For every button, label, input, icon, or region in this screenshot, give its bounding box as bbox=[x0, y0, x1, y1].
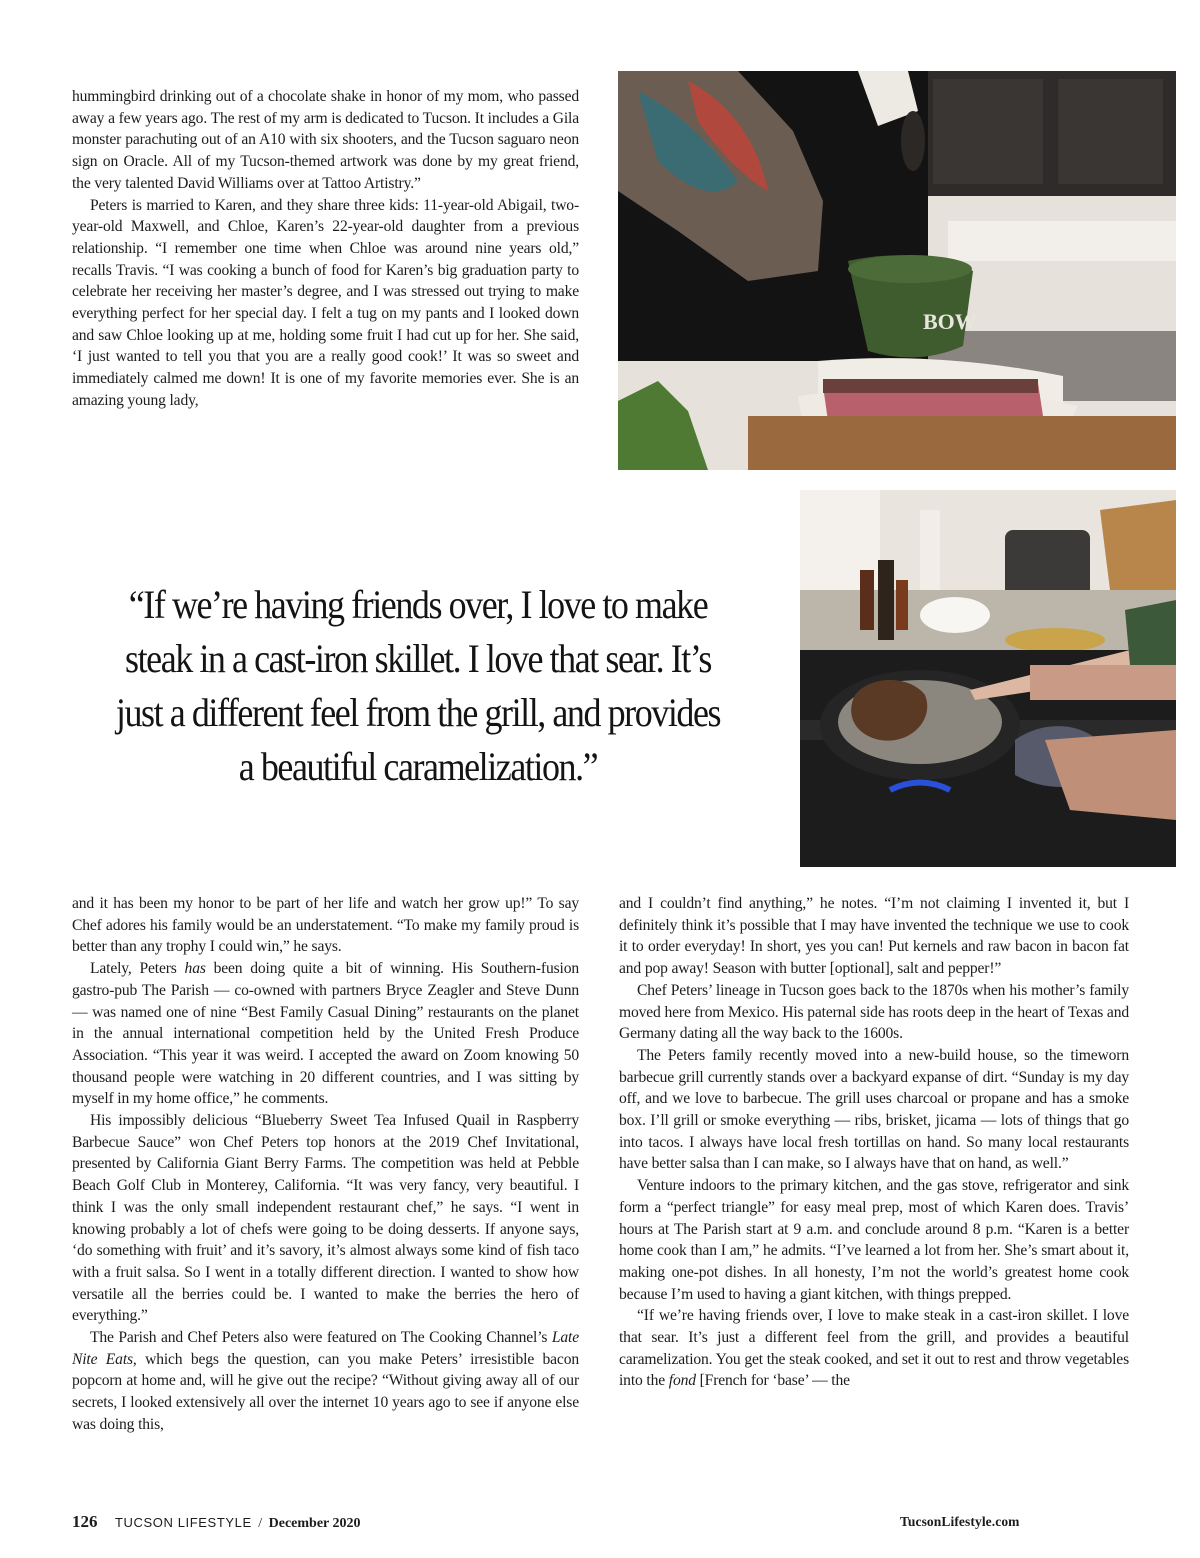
issue-date: December 2020 bbox=[268, 1516, 361, 1531]
article-paragraph: Lately, Peters has been doing quite a bit of winning. His Southern-fusion gastro-pub The Parish — co-owned with partners Bryce Zeagler and Steve Dunn — was named one of nine “Best Family Casual Dining” restaurants on the planet in the annual international competition held by the United Fresh Produce Association. “This year it was weird. I accepted the award on Zoom knowing 50 thousand people were watching in 20 different countries, and I was sitting by myself in my home office,” he comments. bbox=[72, 960, 579, 1108]
article-paragraph: and I couldn’t find anything,” he notes. “I’m not claiming I invented it, but I definitely think it’s possible that I may have invented the technique we use to cook it to order everyday! In short, yes you can! Put kernels and raw bacon in bacon fat and pop away! Season with butter [optional], salt and pepper!” bbox=[619, 895, 1129, 978]
page-footer bbox=[72, 1512, 361, 1532]
bowl-label: BOW bbox=[923, 309, 977, 334]
article-paragraph: Chef Peters’ lineage in Tucson goes back to the 1870s when his mother’s family moved here from Mexico. His paternal side has roots deep in the heart of Texas and Germany dating all the way back to the 1600s. bbox=[619, 981, 1129, 1043]
photo-cast-iron-skillet bbox=[800, 490, 1176, 867]
article-column-bottom-right bbox=[619, 893, 1129, 1392]
article-column-top bbox=[72, 86, 579, 412]
article-paragraph: “If we’re having friends over, I love to make steak in a cast-iron skillet. I love that sear. It’s just a different feel from the grill, and provides a beautiful caramelization. You get the steak cooked, and set it out to rest and throw vegetables into the fond [French for ‘base’ — the bbox=[619, 1307, 1129, 1390]
article-paragraph: Venture indoors to the primary kitchen, and the gas stove, refrigerator and sink form a “perfect triangle” for easy meal prep, most of which Karen does. Travis’ hours at The Parish start at 9 a.m. and conclude around 8 p.m. “Karen is a better home cook than I am,” he admits. “I’ve learned a lot from her. She’s smart about it, making one-pot dishes. In all honesty, I’m not the world’s greatest home cook because I’m used to having a giant kitchen, with things prepped. bbox=[619, 1177, 1129, 1303]
article-column-bottom-left bbox=[72, 893, 579, 1436]
website-url: TucsonLifestyle.com bbox=[900, 1514, 1020, 1529]
page-number: 126 bbox=[72, 1512, 98, 1531]
article-paragraph: Peters is married to Karen, and they share three kids: 11-year-old Abigail, two-year-old Maxwell, and Chloe, Karen’s 22-year-old daughter from a previous relationship. “I remember one time when Chloe was around nine years old,” recalls Travis. “I was cooking a bunch of food for Karen’s big graduation party to celebrate her receiving her master’s degree, and I was stressed out trying to make everything perfect for her special day. I felt a tug on my pants and I looked down and saw Chloe looking up at me, holding some fruit I had cut up for her. She said, ‘I just wanted to tell you that you are a really good cook!’ It was so sweet and immediately calmed me down! It is one of my favorite memories ever. She is an amazing young lady, bbox=[72, 196, 579, 409]
article-paragraph: The Parish and Chef Peters also were featured on The Cooking Channel’s Late Nite Eats, which begs the question, can you make Peters’ irresistible bacon popcorn at home and, will he give out the recipe? “Without giving away all of our secrets, I looked extensively all over the internet 10 years ago to see if anyone else was doing this, bbox=[72, 1329, 579, 1433]
photo-seasoning-steak bbox=[618, 71, 1176, 470]
article-paragraph: The Peters family recently moved into a new-build house, so the timeworn barbecue grill currently stands over a backyard expanse of dirt. “Sunday is my day off, and we love to barbecue. The grill uses charcoal or propane and has a smoke box. I’ll grill or smoke everything — ribs, brisket, jicama — lots of things that go into tacos. I always have local fresh tortillas on hand. So many local restaurants have better salsa than I can make, so I always have that on hand, as well.” bbox=[619, 1046, 1129, 1173]
article-paragraph: and it has been my honor to be part of her life and watch her grow up!” To say Chef adores his family would be an understatement. “To make my family proud is better than any trophy I could win,” he says. bbox=[72, 895, 579, 956]
article-paragraph: hummingbird drinking out of a chocolate shake in honor of my mom, who passed away a few years ago. The rest of my arm is dedicated to Tucson. It includes a Gila monster parachuting out of an A10 with six shooters, and the Tucson saguaro neon sign on Oracle. All of my Tucson-themed artwork was done by my great friend, the very talented David Williams over at Tattoo Artistry.” bbox=[72, 88, 579, 192]
magazine-name: TUCSON LIFESTYLE bbox=[115, 1515, 252, 1530]
article-paragraph: His impossibly delicious “Blueberry Sweet Tea Infused Quail in Raspberry Barbecue Sauce” won Chef Peters top honors at the 2019 Chef Invitational, presented by California Giant Berry Farms. The competition was held at Pebble Beach Golf Club in Monterey, California. “It was very fancy, very beautiful. I think I was the only small independent restaurant chef,” he says. “I went in knowing probably a lot of chefs were going to be doing desserts. If anyone says, ‘do something with fruit’ and it’s savory, it’s almost always some kind of fish taco with a fruit salsa. So I went in a totally different direction. I wanted to show how versatile all the berries could be. I wanted to make the berries the hero of everything.” bbox=[72, 1112, 579, 1325]
pull-quote: “If we’re having friends over, I love to make steak in a cast-iron skillet. I love that sear. It’s just a different feel from the grill, and provides a beautiful caramelization.” bbox=[115, 582, 721, 789]
footer-separator: / bbox=[258, 1516, 263, 1531]
